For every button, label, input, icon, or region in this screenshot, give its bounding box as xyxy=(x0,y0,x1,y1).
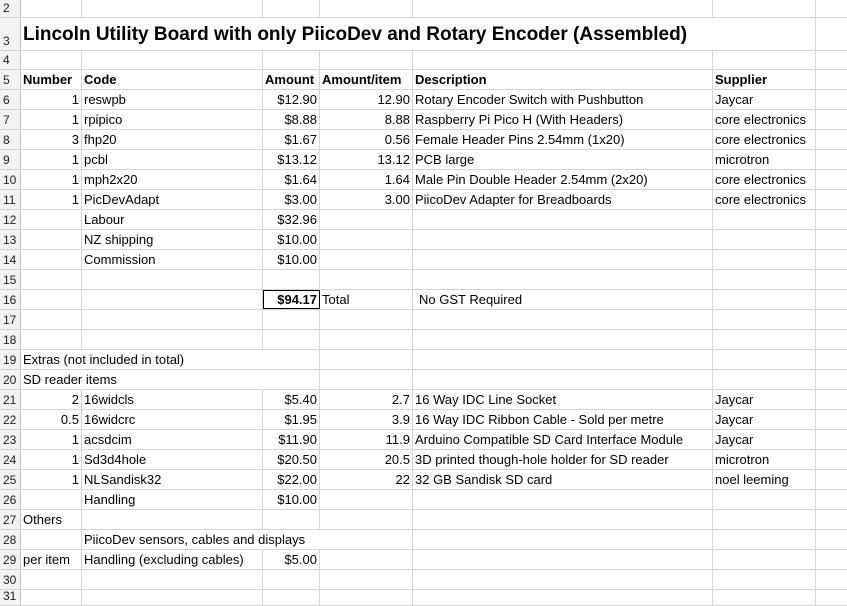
gst-note[interactable]: No GST Required xyxy=(413,290,713,309)
table-row xyxy=(0,90,847,110)
cell-d2[interactable] xyxy=(320,0,413,17)
cell-supplier[interactable]: Jaycar xyxy=(713,430,816,449)
cell-supplier[interactable]: core electronics xyxy=(713,190,816,209)
cell-f29[interactable] xyxy=(713,550,816,569)
sheet-row-5 xyxy=(0,70,847,90)
cell-d31[interactable] xyxy=(320,590,413,605)
cell-g25[interactable] xyxy=(816,470,847,489)
row-header-9[interactable]: 9 xyxy=(0,150,21,169)
cell-code[interactable]: reswpb xyxy=(82,90,263,109)
cell-amount[interactable]: $11.90 xyxy=(263,430,320,449)
row-header-18[interactable]: 18 xyxy=(0,330,21,349)
row-header-31[interactable]: 31 xyxy=(0,590,21,605)
cell-f13[interactable] xyxy=(713,230,816,249)
row-header-13[interactable]: 13 xyxy=(0,230,21,249)
sheet-row-17 xyxy=(0,310,847,330)
cell-a28[interactable] xyxy=(21,530,82,549)
header-code[interactable]: Code xyxy=(82,70,263,89)
row-header-4[interactable]: 4 xyxy=(0,51,21,69)
cell-g23[interactable] xyxy=(816,430,847,449)
cell-g30[interactable] xyxy=(816,570,847,589)
cell-a16[interactable] xyxy=(21,290,82,309)
row-header-3[interactable]: 3 xyxy=(0,18,21,50)
table-row xyxy=(0,130,847,150)
extras-section-label[interactable]: Extras (not included in total) xyxy=(23,352,185,367)
cell-e14[interactable] xyxy=(413,250,713,269)
cell-per-item[interactable]: per item xyxy=(21,550,82,569)
cell-g9[interactable] xyxy=(816,150,847,169)
cell-b18[interactable] xyxy=(82,330,263,349)
row-header-28[interactable]: 28 xyxy=(0,530,21,549)
cell-code[interactable]: Sd3d4hole xyxy=(82,450,263,469)
cell-b16[interactable] xyxy=(82,290,263,309)
cell-description[interactable]: 16 Way IDC Ribbon Cable - Sold per metre xyxy=(413,410,713,429)
cell-code[interactable]: NZ shipping xyxy=(82,230,263,249)
cell-c17[interactable] xyxy=(263,310,320,329)
cell-d30[interactable] xyxy=(320,570,413,589)
row-header-12[interactable]: 12 xyxy=(0,210,21,229)
cell-e17[interactable] xyxy=(413,310,713,329)
cell-f4[interactable] xyxy=(713,51,816,69)
cell-e12[interactable] xyxy=(413,210,713,229)
cell-supplier[interactable]: core electronics xyxy=(713,130,816,149)
cell-c19[interactable] xyxy=(263,350,320,369)
cell-code[interactable]: Handling (excluding cables) xyxy=(82,550,263,569)
cell-e29[interactable] xyxy=(413,550,713,569)
cell-d20[interactable] xyxy=(320,370,413,389)
cell-e19[interactable] xyxy=(413,350,713,369)
cell-f14[interactable] xyxy=(713,250,816,269)
row-header-16[interactable]: 16 xyxy=(0,290,21,309)
cell-code[interactable]: Commission xyxy=(82,250,263,269)
cell-number[interactable]: 1 xyxy=(21,110,82,129)
cell-g6[interactable] xyxy=(816,90,847,109)
cell-g22[interactable] xyxy=(816,410,847,429)
cell-c31[interactable] xyxy=(263,590,320,605)
cell-e18[interactable] xyxy=(413,330,713,349)
cell-f3[interactable] xyxy=(713,18,816,50)
cell-g19[interactable] xyxy=(816,350,847,369)
cell-b15[interactable] xyxy=(82,270,263,289)
cell-supplier[interactable]: core electronics xyxy=(713,110,816,129)
total-label[interactable]: Total xyxy=(320,290,413,309)
cell-amount[interactable]: $10.00 xyxy=(263,490,320,509)
cell-g28[interactable] xyxy=(816,530,847,549)
cell-d29[interactable] xyxy=(320,550,413,569)
total-amount-cell[interactable]: $94.17 xyxy=(263,290,320,309)
cell-a15[interactable] xyxy=(21,270,82,289)
cell-amount[interactable]: $20.50 xyxy=(263,450,320,469)
cell-a26[interactable] xyxy=(21,490,82,509)
table-row xyxy=(0,190,847,210)
cell-amount[interactable]: $5.00 xyxy=(263,550,320,569)
row-header-26[interactable]: 26 xyxy=(0,490,21,509)
cell-amount-item[interactable]: 1.64 xyxy=(320,170,413,189)
cell-amount-item[interactable]: 20.5 xyxy=(320,450,413,469)
sd-reader-section-label[interactable]: SD reader items xyxy=(23,372,117,387)
header-supplier[interactable]: Supplier xyxy=(713,70,816,89)
table-row xyxy=(0,430,847,450)
cell-code[interactable]: mph2x20 xyxy=(82,170,263,189)
cell-e31[interactable] xyxy=(413,590,713,605)
cell-a14[interactable] xyxy=(21,250,82,269)
cell-number[interactable]: 1 xyxy=(21,470,82,489)
cell-amount[interactable]: $13.12 xyxy=(263,150,320,169)
cell-number[interactable]: 1 xyxy=(21,430,82,449)
cell-amount[interactable]: $32.96 xyxy=(263,210,320,229)
cell-number[interactable]: 1 xyxy=(21,150,82,169)
header-number[interactable]: Number xyxy=(21,70,82,89)
row-header-8[interactable]: 8 xyxy=(0,130,21,149)
cell-code[interactable]: pcbl xyxy=(82,150,263,169)
cell-supplier[interactable]: microtron xyxy=(713,450,816,469)
cell-amount-item[interactable]: 12.90 xyxy=(320,90,413,109)
cell-e30[interactable] xyxy=(413,570,713,589)
row-header-25[interactable]: 25 xyxy=(0,470,21,489)
cell-g18[interactable] xyxy=(816,330,847,349)
cell-code[interactable]: Labour xyxy=(82,210,263,229)
cell-f2[interactable] xyxy=(713,0,816,17)
cell-b27[interactable] xyxy=(82,510,263,529)
sheet-row-4 xyxy=(0,51,847,70)
cell-d17[interactable] xyxy=(320,310,413,329)
header-amount[interactable]: Amount xyxy=(263,70,320,89)
cell-e15[interactable] xyxy=(413,270,713,289)
cell-g5[interactable] xyxy=(816,70,847,89)
cell-b30[interactable] xyxy=(82,570,263,589)
cell-code[interactable]: rpipico xyxy=(82,110,263,129)
cell-a13[interactable] xyxy=(21,230,82,249)
row-header-22[interactable]: 22 xyxy=(0,410,21,429)
cell-b4[interactable] xyxy=(82,51,263,69)
sheet-row-19 xyxy=(0,350,847,370)
cell-number[interactable]: 3 xyxy=(21,130,82,149)
cell-description[interactable]: PCB large xyxy=(413,150,713,169)
cell-number[interactable]: 2 xyxy=(21,390,82,409)
cell-e28[interactable] xyxy=(413,530,713,549)
cell-amount-item[interactable]: 2.7 xyxy=(320,390,413,409)
cell-supplier[interactable]: Jaycar xyxy=(713,390,816,409)
header-description[interactable]: Description xyxy=(413,70,713,89)
row-header-2[interactable]: 2 xyxy=(0,0,21,17)
cell-amount[interactable]: $5.40 xyxy=(263,390,320,409)
header-amount-item[interactable]: Amount/item xyxy=(320,70,413,89)
cell-description[interactable]: PiicoDev Adapter for Breadboards xyxy=(413,190,713,209)
cell-amount-item[interactable]: 22 xyxy=(320,470,413,489)
cell-a17[interactable] xyxy=(21,310,82,329)
cell-amount[interactable]: $3.00 xyxy=(263,190,320,209)
row-header-15[interactable]: 15 xyxy=(0,270,21,289)
cell-description[interactable]: 3D printed though-hole holder for SD reader xyxy=(413,450,713,469)
cell-e26[interactable] xyxy=(413,490,713,509)
cell-c27[interactable] xyxy=(263,510,320,529)
cell-f28[interactable] xyxy=(713,530,816,549)
cell-code[interactable]: acsdcim xyxy=(82,430,263,449)
cell-e13[interactable] xyxy=(413,230,713,249)
cell-amount[interactable]: $8.88 xyxy=(263,110,320,129)
cell-description[interactable]: Arduino Compatible SD Card Interface Module xyxy=(413,430,713,449)
cell-f31[interactable] xyxy=(713,590,816,605)
table-row xyxy=(0,210,847,230)
cell-g24[interactable] xyxy=(816,450,847,469)
cell-supplier[interactable]: microtron xyxy=(713,150,816,169)
cell-g3[interactable] xyxy=(816,18,847,50)
piicodev-note[interactable]: PiicoDev sensors, cables and displays xyxy=(84,532,306,547)
cell-e20[interactable] xyxy=(413,370,713,389)
cell-g11[interactable] xyxy=(816,190,847,209)
row-header-29[interactable]: 29 xyxy=(0,550,21,569)
cell-amount-item[interactable]: 13.12 xyxy=(320,150,413,169)
cell-g16[interactable] xyxy=(816,290,847,309)
sheet-row-18 xyxy=(0,330,847,350)
cell-b2[interactable] xyxy=(82,0,263,17)
table-row xyxy=(0,230,847,250)
cell-f19[interactable] xyxy=(713,350,816,369)
table-row xyxy=(0,150,847,170)
cell-f12[interactable] xyxy=(713,210,816,229)
cell-a12[interactable] xyxy=(21,210,82,229)
cell-amount[interactable]: $22.00 xyxy=(263,470,320,489)
cell-description[interactable]: Raspberry Pi Pico H (With Headers) xyxy=(413,110,713,129)
cell-c2[interactable] xyxy=(263,0,320,17)
sheet-row-31 xyxy=(0,590,847,606)
cell-g7[interactable] xyxy=(816,110,847,129)
cell-amount-item[interactable]: 3.9 xyxy=(320,410,413,429)
cell-g21[interactable] xyxy=(816,390,847,409)
cell-b17[interactable] xyxy=(82,310,263,329)
cell-description[interactable]: 32 GB Sandisk SD card xyxy=(413,470,713,489)
cell-e27[interactable] xyxy=(413,510,713,529)
cell-a30[interactable] xyxy=(21,570,82,589)
cell-number[interactable]: 1 xyxy=(21,190,82,209)
cell-e4[interactable] xyxy=(413,51,713,69)
cell-f15[interactable] xyxy=(713,270,816,289)
cell-g2[interactable] xyxy=(816,0,847,17)
table-row xyxy=(0,390,847,410)
row-header-20[interactable]: 20 xyxy=(0,370,21,389)
cell-description[interactable]: Rotary Encoder Switch with Pushbutton xyxy=(413,90,713,109)
row-header-23[interactable]: 23 xyxy=(0,430,21,449)
row-header-10[interactable]: 10 xyxy=(0,170,21,189)
cell-amount-item[interactable]: 3.00 xyxy=(320,190,413,209)
cell-g26[interactable] xyxy=(816,490,847,509)
cell-g4[interactable] xyxy=(816,51,847,69)
cell-d18[interactable] xyxy=(320,330,413,349)
cell-g15[interactable] xyxy=(816,270,847,289)
cell-a31[interactable] xyxy=(21,590,82,605)
total-row xyxy=(0,290,847,310)
cell-f17[interactable] xyxy=(713,310,816,329)
row-header-6[interactable]: 6 xyxy=(0,90,21,109)
cell-a2[interactable] xyxy=(21,0,82,17)
cell-d14[interactable] xyxy=(320,250,413,269)
cell-amount[interactable]: $10.00 xyxy=(263,250,320,269)
cell-code[interactable]: Handling xyxy=(82,490,263,509)
cell-d4[interactable] xyxy=(320,51,413,69)
cell-d13[interactable] xyxy=(320,230,413,249)
cell-amount[interactable]: $1.95 xyxy=(263,410,320,429)
table-row xyxy=(0,490,847,510)
cell-number[interactable]: 1 xyxy=(21,170,82,189)
cell-d12[interactable] xyxy=(320,210,413,229)
cell-code[interactable]: 16widcls xyxy=(82,390,263,409)
cell-c18[interactable] xyxy=(263,330,320,349)
cell-g27[interactable] xyxy=(816,510,847,529)
sheet-row-27 xyxy=(0,510,847,530)
cell-d28[interactable] xyxy=(320,530,413,549)
cell-d26[interactable] xyxy=(320,490,413,509)
cell-g20[interactable] xyxy=(816,370,847,389)
sheet-row-15 xyxy=(0,270,847,290)
cell-g10[interactable] xyxy=(816,170,847,189)
cell-g29[interactable] xyxy=(816,550,847,569)
cell-g13[interactable] xyxy=(816,230,847,249)
cell-f18[interactable] xyxy=(713,330,816,349)
sheet-row-2 xyxy=(0,0,847,18)
cell-f20[interactable] xyxy=(713,370,816,389)
row-header-27[interactable]: 27 xyxy=(0,510,21,529)
table-row xyxy=(0,450,847,470)
table-row xyxy=(0,170,847,190)
cell-supplier[interactable]: Jaycar xyxy=(713,410,816,429)
table-row xyxy=(0,470,847,490)
cell-code[interactable]: PicDevAdapt xyxy=(82,190,263,209)
table-row xyxy=(0,410,847,430)
cell-amount[interactable]: $10.00 xyxy=(263,230,320,249)
sheet-row-3 xyxy=(0,18,847,51)
cell-amount-item[interactable]: 8.88 xyxy=(320,110,413,129)
cell-g14[interactable] xyxy=(816,250,847,269)
cell-c30[interactable] xyxy=(263,570,320,589)
cell-amount-item[interactable]: 0.56 xyxy=(320,130,413,149)
cell-e2[interactable] xyxy=(413,0,713,17)
cell-supplier[interactable]: noel leeming xyxy=(713,470,816,489)
cell-b31[interactable] xyxy=(82,590,263,605)
cell-number[interactable]: 0.5 xyxy=(21,410,82,429)
cell-d15[interactable] xyxy=(320,270,413,289)
cell-f30[interactable] xyxy=(713,570,816,589)
cell-amount-item[interactable]: 11.9 xyxy=(320,430,413,449)
cell-description[interactable]: Male Pin Double Header 2.54mm (2x20) xyxy=(413,170,713,189)
cell-f26[interactable] xyxy=(713,490,816,509)
cell-a18[interactable] xyxy=(21,330,82,349)
row-header-17[interactable]: 17 xyxy=(0,310,21,329)
cell-f27[interactable] xyxy=(713,510,816,529)
sheet-row-28 xyxy=(0,530,847,550)
others-section-label[interactable]: Others xyxy=(21,510,82,529)
cell-c4[interactable] xyxy=(263,51,320,69)
cell-code[interactable]: fhp20 xyxy=(82,130,263,149)
row-header-19[interactable]: 19 xyxy=(0,350,21,369)
row-header-24[interactable]: 24 xyxy=(0,450,21,469)
table-row xyxy=(0,550,847,570)
cell-c15[interactable] xyxy=(263,270,320,289)
cell-c20[interactable] xyxy=(263,370,320,389)
row-header-11[interactable]: 11 xyxy=(0,190,21,209)
cell-d19[interactable] xyxy=(320,350,413,369)
sheet-title[interactable]: Lincoln Utility Board with only PiicoDev and Rotary Encoder (Assembled) xyxy=(23,24,688,45)
table-row xyxy=(0,110,847,130)
cell-description[interactable]: 16 Way IDC Line Socket xyxy=(413,390,713,409)
cell-amount[interactable]: $1.64 xyxy=(263,170,320,189)
table-row xyxy=(0,250,847,270)
cell-d27[interactable] xyxy=(320,510,413,529)
sheet-row-30 xyxy=(0,570,847,590)
cell-supplier[interactable]: core electronics xyxy=(713,170,816,189)
cell-g8[interactable] xyxy=(816,130,847,149)
cell-supplier[interactable]: Jaycar xyxy=(713,90,816,109)
cell-number[interactable]: 1 xyxy=(21,90,82,109)
cell-code[interactable]: 16widcrc xyxy=(82,410,263,429)
cell-g31[interactable] xyxy=(816,590,847,605)
row-header-21[interactable]: 21 xyxy=(0,390,21,409)
sheet-row-20 xyxy=(0,370,847,390)
row-header-7[interactable]: 7 xyxy=(0,110,21,129)
row-header-30[interactable]: 30 xyxy=(0,570,21,589)
cell-g12[interactable] xyxy=(816,210,847,229)
cell-description[interactable]: Female Header Pins 2.54mm (1x20) xyxy=(413,130,713,149)
row-header-14[interactable]: 14 xyxy=(0,250,21,269)
cell-a4[interactable] xyxy=(21,51,82,69)
cell-number[interactable]: 1 xyxy=(21,450,82,469)
row-header-5[interactable]: 5 xyxy=(0,70,21,89)
cell-code[interactable]: NLSandisk32 xyxy=(82,470,263,489)
cell-g17[interactable] xyxy=(816,310,847,329)
cell-amount[interactable]: $12.90 xyxy=(263,90,320,109)
cell-amount[interactable]: $1.67 xyxy=(263,130,320,149)
cell-f16[interactable] xyxy=(713,290,816,309)
